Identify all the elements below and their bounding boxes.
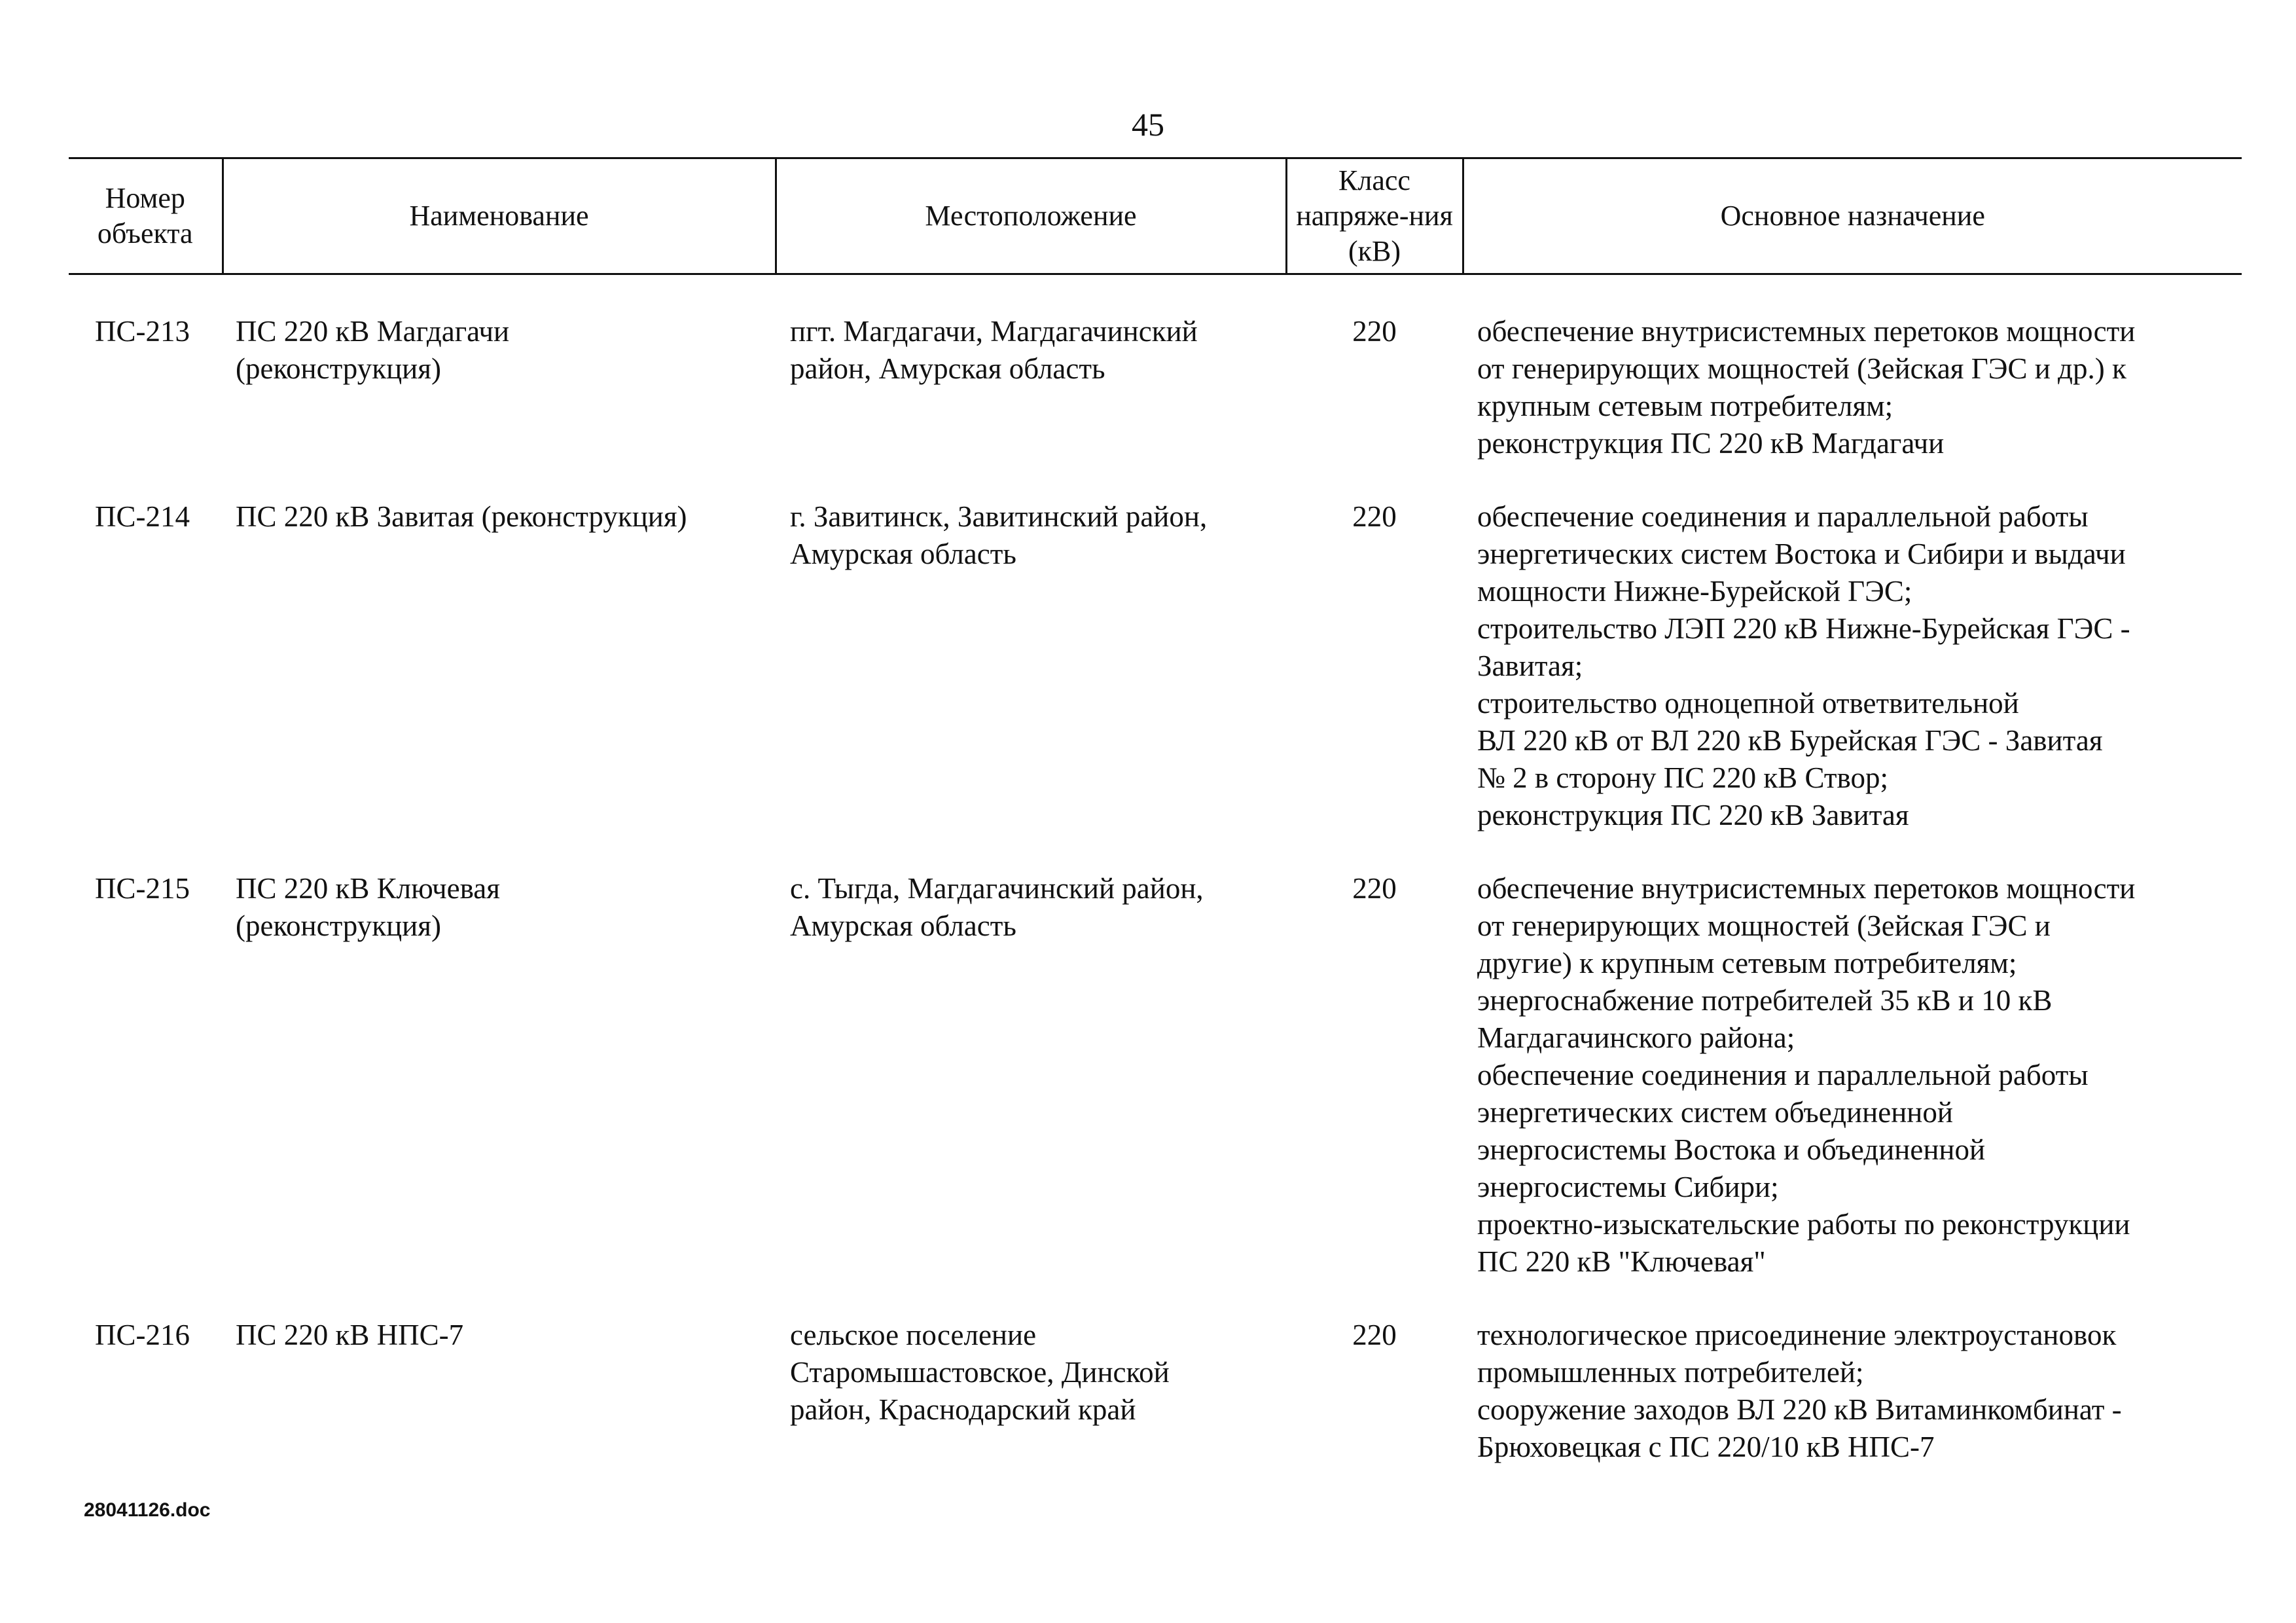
row-number: ПС-216 [95, 1319, 190, 1351]
row-location-line: Амурская область [790, 909, 1016, 942]
header-name: Наименование [223, 158, 776, 274]
row-purpose-line: энергоснабжение потребителей 35 кВ и 10 кВ [1477, 984, 2053, 1017]
row-purpose-line: реконструкция ПС 220 кВ Завитая [1477, 799, 1909, 831]
row-purpose-line: энергетических систем объединенной [1477, 1096, 1953, 1129]
table-row [69, 498, 2242, 870]
row-name-line: (реконструкция) [236, 352, 441, 385]
row-purpose-line: крупным сетевым потребителям; [1477, 390, 1893, 422]
row-name [223, 870, 776, 1317]
row-name [223, 274, 776, 499]
header-voltage: Класс напряже-ния (кВ) [1286, 158, 1463, 274]
row-purpose [1463, 274, 2242, 499]
row-purpose-line: промышленных потребителей; [1477, 1356, 1864, 1389]
header-number: Номер объекта [69, 158, 223, 274]
header-purpose: Основное назначение [1463, 158, 2242, 274]
row-purpose-line: другие) к крупным сетевым потребителям; [1477, 947, 2017, 979]
row-purpose-line: энергосистемы Востока и объединенной [1477, 1133, 1986, 1166]
row-name [223, 498, 776, 870]
row-purpose-line: строительство одноцепной ответвительной [1477, 687, 2019, 720]
row-location-line: сельское поселение [790, 1319, 1037, 1351]
row-name-line: ПС 220 кВ НПС-7 [236, 1319, 464, 1351]
row-location-line: Амурская область [790, 538, 1016, 570]
row-location [776, 498, 1286, 870]
row-purpose-line: Магдагачинского района; [1477, 1021, 1795, 1054]
row-purpose-line: от генерирующих мощностей (Зейская ГЭС и [1477, 909, 2051, 942]
row-purpose-line: энергосистемы Сибири; [1477, 1171, 1779, 1203]
row-name-line: ПС 220 кВ Магдагачи [236, 315, 510, 348]
row-location-line: Старомышастовское, Динской [790, 1356, 1170, 1389]
row-number: ПС-214 [95, 500, 190, 533]
row-purpose [1463, 1317, 2242, 1502]
row-voltage: 220 [1352, 872, 1397, 905]
row-purpose-line: строительство ЛЭП 220 кВ Нижне-Бурейская ГЭС - [1477, 612, 2130, 645]
table-row [69, 870, 2242, 1317]
row-name-line: ПС 220 кВ Завитая (реконструкция) [236, 500, 687, 533]
row-location [776, 1317, 1286, 1502]
row-purpose-line: от генерирующих мощностей (Зейская ГЭС и др.) к [1477, 352, 2126, 385]
row-location-line: г. Завитинск, Завитинский район, [790, 500, 1208, 533]
table-row [69, 274, 2242, 499]
row-purpose-line: реконструкция ПС 220 кВ Магдагачи [1477, 427, 1945, 460]
row-name-line: ПС 220 кВ Ключевая [236, 872, 500, 905]
row-voltage: 220 [1352, 500, 1397, 533]
row-location-line: район, Краснодарский край [790, 1393, 1136, 1426]
table-row [69, 1317, 2242, 1502]
row-number: ПС-215 [95, 872, 190, 905]
row-purpose-line: проектно-изыскательские работы по реконструкции [1477, 1208, 2130, 1241]
row-voltage: 220 [1352, 1319, 1397, 1351]
row-purpose-line: обеспечение соединения и параллельной работы [1477, 1059, 2089, 1091]
row-purpose-line: ПС 220 кВ "Ключевая" [1477, 1245, 1766, 1278]
row-location-line: пгт. Магдагачи, Магдагачинский [790, 315, 1198, 348]
row-purpose-line: обеспечение внутрисистемных перетоков мощности [1477, 872, 2136, 905]
header-location: Местоположение [776, 158, 1286, 274]
objects-table [69, 157, 2242, 1502]
page-number: 45 [1132, 106, 1164, 143]
row-purpose [1463, 870, 2242, 1317]
row-location [776, 274, 1286, 499]
row-purpose-line: Завитая; [1477, 649, 1583, 682]
row-purpose-line: обеспечение соединения и параллельной работы [1477, 500, 2089, 533]
row-purpose-line: обеспечение внутрисистемных перетоков мощности [1477, 315, 2136, 348]
row-voltage: 220 [1352, 315, 1397, 348]
table-header-row [69, 158, 2242, 274]
row-purpose-line: энергетических систем Востока и Сибири и выдачи [1477, 538, 2126, 570]
row-name [223, 1317, 776, 1502]
row-location-line: район, Амурская область [790, 352, 1105, 385]
row-purpose-line: ВЛ 220 кВ от ВЛ 220 кВ Бурейская ГЭС - Завитая [1477, 724, 2103, 757]
row-location [776, 870, 1286, 1317]
row-purpose-line: мощности Нижне-Бурейской ГЭС; [1477, 575, 1912, 608]
row-purpose-line: технологическое присоединение электроустановок [1477, 1319, 2117, 1351]
row-location-line: с. Тыгда, Магдагачинский район, [790, 872, 1204, 905]
row-purpose [1463, 498, 2242, 870]
row-number: ПС-213 [95, 315, 190, 348]
row-purpose-line: сооружение заходов ВЛ 220 кВ Витаминкомбинат - [1477, 1393, 2122, 1426]
footer-filename: 28041126.doc [84, 1499, 211, 1521]
row-purpose-line: Брюховецкая с ПС 220/10 кВ НПС-7 [1477, 1431, 1935, 1463]
row-name-line: (реконструкция) [236, 909, 441, 942]
row-purpose-line: № 2 в сторону ПС 220 кВ Створ; [1477, 761, 1888, 794]
